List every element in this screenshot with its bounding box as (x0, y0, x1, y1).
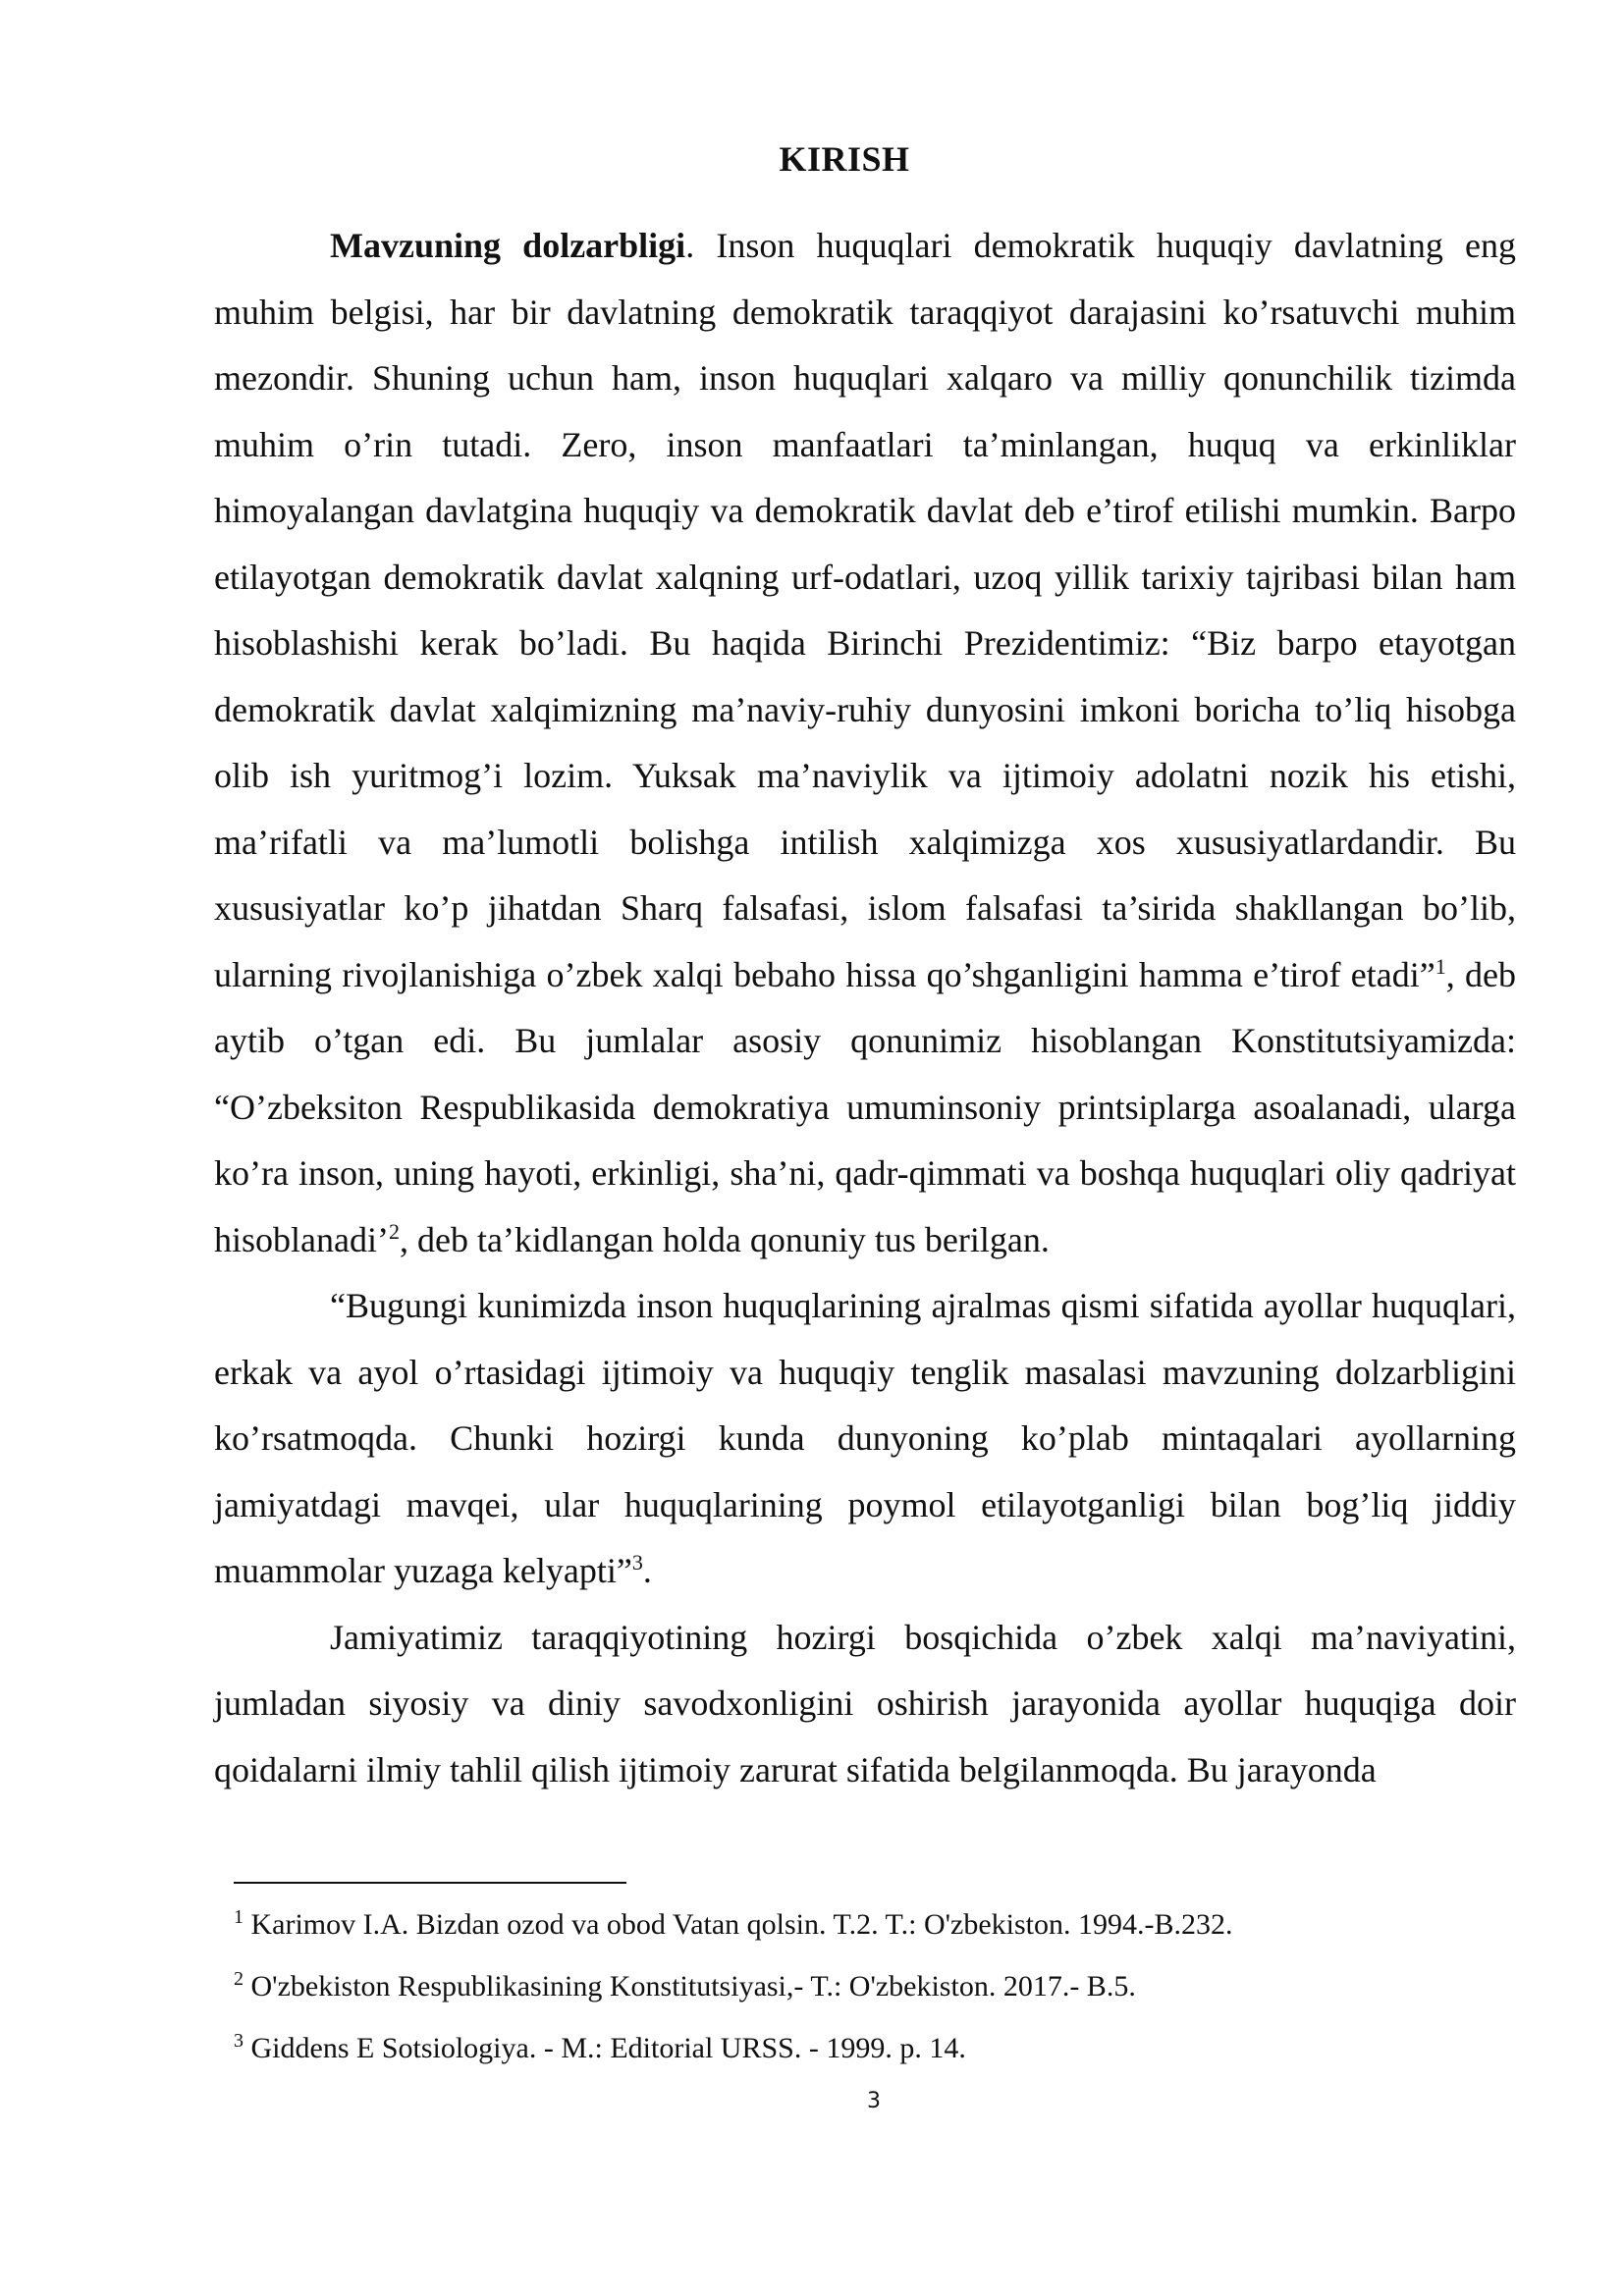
footnotes (234, 1894, 1520, 2079)
paragraph-relevance (214, 213, 1516, 1273)
footnote-text: O'zbekiston Respublikasining Konstitutsiyasi,- T.: O'zbekiston. 2017.- B.5. (244, 1970, 1136, 2002)
paragraph-quote (214, 1273, 1516, 1605)
footnote-number: 2 (234, 1968, 244, 1990)
footnote-number: 1 (234, 1906, 244, 1928)
footnote-number: 3 (234, 2030, 244, 2052)
footnote-reference[interactable]: 3 (631, 1550, 643, 1575)
footnote-reference[interactable]: 2 (388, 1218, 400, 1244)
paragraph-text: . (642, 1551, 652, 1590)
footnote-item (234, 1894, 1520, 1955)
footnote-text: Giddens E Sotsiologiya. - M.: Editorial URSS. - 1999. p. 14. (244, 2032, 966, 2064)
footnote-separator (234, 1882, 626, 1884)
footnote-item (234, 2017, 1520, 2079)
paragraph-lead-heading: Mavzuning dolzarbligi (330, 226, 686, 265)
paragraph-society (214, 1605, 1516, 1804)
main-text (214, 213, 1516, 1803)
page-title: KIRISH (779, 139, 910, 179)
paragraph-text: “Bugungi kunimizda inson huquqlarining ajralmas qismi sifatida ayollar huquqlari, erkak va ayol o’rtasidagi ijtimoiy va huquqiy tenglik masalasi mavzuning dolzarbligini ko’rsatmoqda. Chunki hozirgi kunda dunyoning ko’plab mintaqalari ayollarning jamiyatdagi mavqei, ular huquqlarining poymol etilayotganligi bilan bog’liq jiddiy muammolar yuzaga kelyapti” (214, 1286, 1516, 1590)
paragraph-text: , deb aytib o’tgan edi. Bu jumlalar asosiy qonunimiz hisoblangan Konstitutsiyamizda: “O’zbeksiton Respublikasida demokratiya umuminsoniy printsiplarga asoalanadi, ularga ko’ra inson, uning hayoti, erkinligi, sha’ni, qadr-qimmati va boshqa huquqlari oliy qadriyat hisoblanadi’ (214, 954, 1516, 1259)
paragraph-text: , deb ta’kidlangan holda qonuniy tus berilgan. (399, 1219, 1050, 1259)
paragraph-text: Jamiyatimiz taraqqiyotining hozirgi bosqichida o’zbek xalqi ma’naviyatini, jumladan siyosiy va diniy savodxonligini oshirish jarayonida ayollar huquqiga doir qoidalarni ilmiy tahlil qilish ijtimoiy zarurat sifatida belgilanmoqda. Bu jarayonda (214, 1617, 1516, 1789)
footnote-reference[interactable]: 1 (1435, 953, 1446, 979)
footnote-text: Karimov I.A. Bizdan ozod va obod Vatan qolsin. T.2. T.: O'zbekiston. 1994.-B.232. (244, 1908, 1233, 1941)
footnote-item (234, 1955, 1520, 2017)
paragraph-text: . Inson huquqlari demokratik huquqiy davlatning eng muhim belgisi, har bir davlatning demokratik taraqqiyot darajasini ko’rsatuvchi muhim mezondir. Shuning uchun ham, inson huquqlari xalqaro va milliy qonunchilik tizimda muhim o’rin tutadi. Zero, inson manfaatlari ta’minlangan, huquq va erkinliklar himoyalangan davlatgina huquqiy va demokratik davlat deb e’tirof etilishi mumkin. Barpo etilayotgan demokratik davlat xalqning urf-odatlari, uzoq yillik tarixiy tajribasi bilan ham hisoblashishi kerak bo’ladi. Bu haqida Birinchi Prezidentimiz: “Biz barpo etayotgan demokratik davlat xalqimizning ma’naviy-ruhiy dunyosini imkoni boricha to’liq hisobga olib ish yuritmog’i lozim. Yuksak ma’naviylik va ijtimoiy adolatni nozik his etishi, ma’rifatli va ma’lumotli bolishga intilish xalqimizga xos xususiyatlardandir. Bu xususiyatlar ko’p jihatdan Sharq falsafasi, islom falsafasi ta’sirida shakllangan bo’lib, ularning rivojlanishiga o’zbek xalqi bebaho hissa qo’shganligini hamma e’tirof etadi” (214, 226, 1516, 994)
page-number: 3 (867, 2089, 881, 2113)
